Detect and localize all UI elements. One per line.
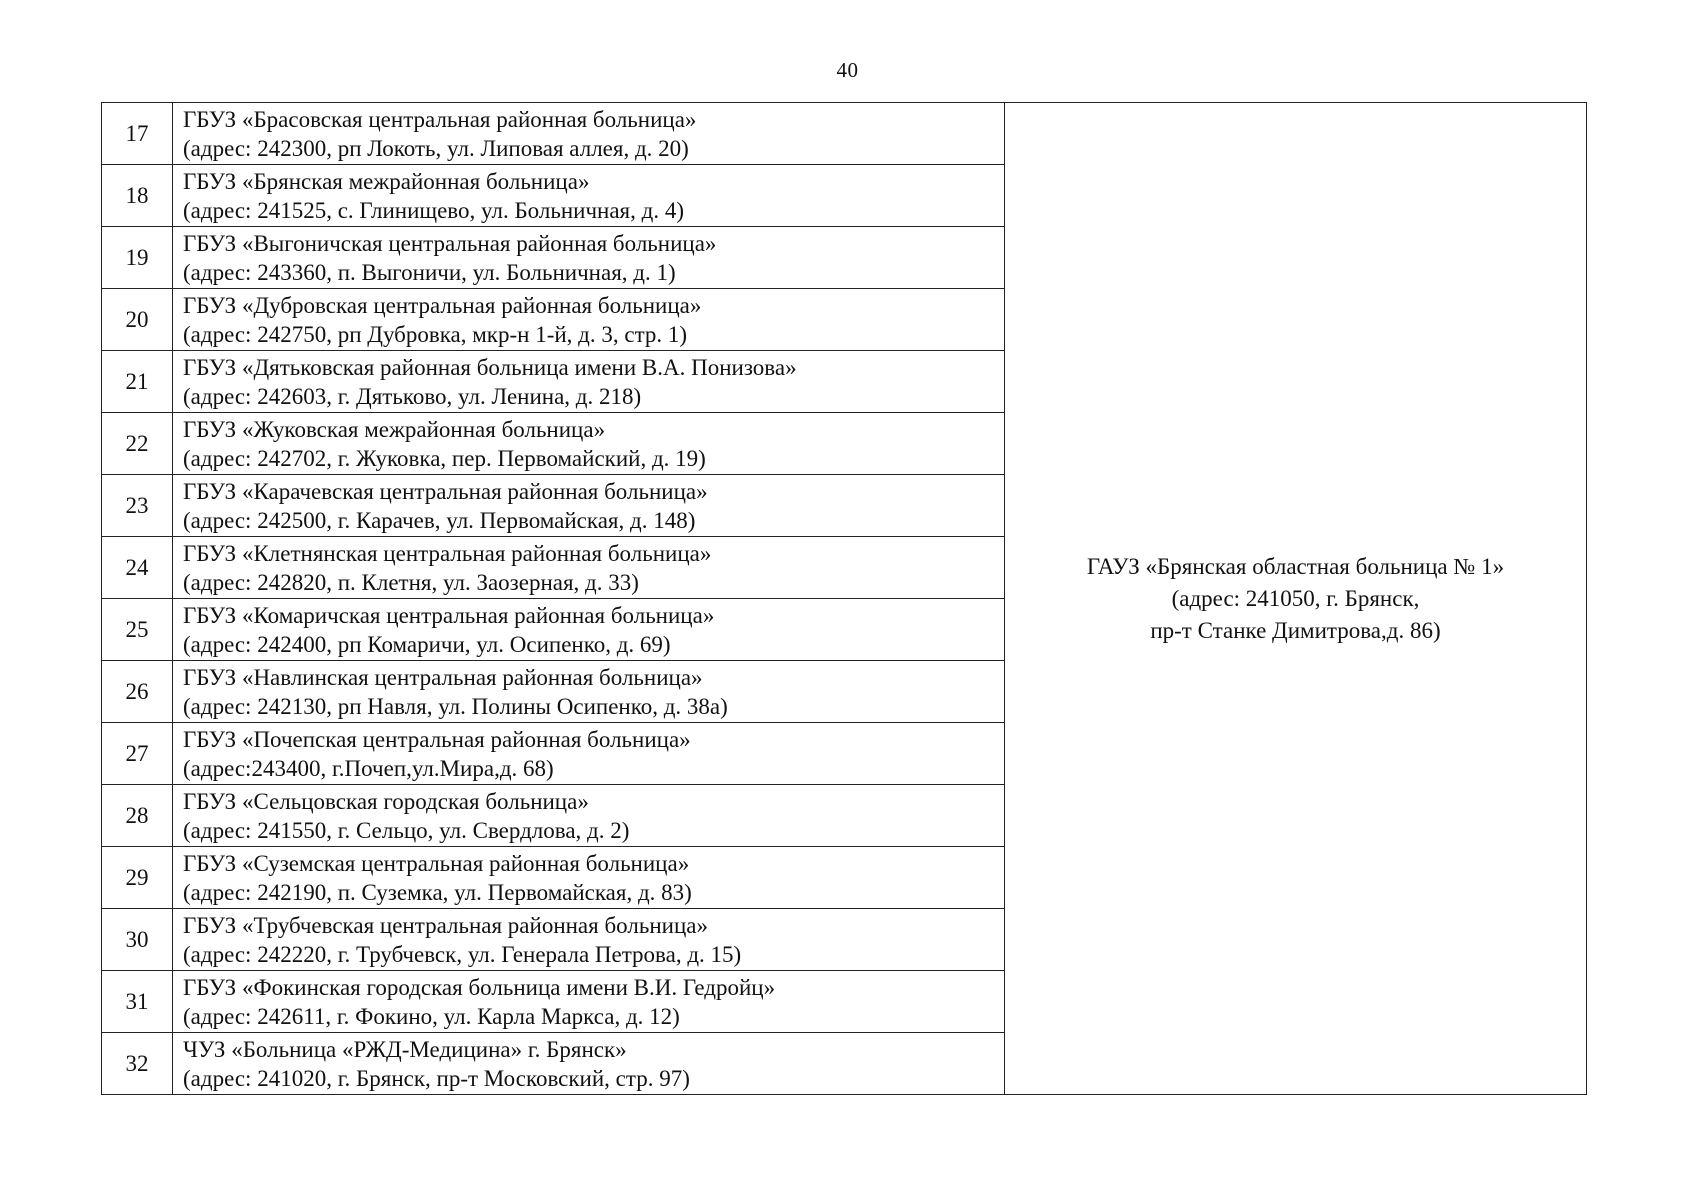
institution-name: ГБУЗ «Трубчевская центральная районная больница»: [183, 912, 708, 938]
institution-address: (адрес: 242400, рп Комаричи, ул. Осипенко, д. 69): [183, 631, 671, 657]
institution-name: ГБУЗ «Фокинская городская больница имени В.И. Гедройц»: [183, 974, 776, 1000]
institution-address: (адрес: 241550, г. Сельцо, ул. Свердлова, д. 2): [183, 817, 630, 843]
institution-cell: [173, 289, 1005, 351]
institution-cell: [173, 103, 1005, 165]
institution-address: (адрес:243400, г.Почеп,ул.Мира,д. 68): [183, 755, 554, 781]
institution-name: ГБУЗ «Дятьковская районная больница имени В.А. Понизова»: [183, 354, 797, 380]
institution-cell: [173, 165, 1005, 227]
institution-cell: [173, 227, 1005, 289]
institution-name: ГБУЗ «Суземская центральная районная больница»: [183, 850, 690, 876]
institution-cell: [173, 475, 1005, 537]
institution-address: (адрес: 242130, рп Навля, ул. Полины Осипенко, д. 38а): [183, 693, 728, 719]
receiving-hospital-cell: [1005, 103, 1587, 1095]
institution-address: (адрес: 242750, рп Дубровка, мкр-н 1-й, д. 3, стр. 1): [183, 321, 688, 347]
row-number: 28: [102, 785, 173, 847]
institution-name: ГБУЗ «Брянская межрайонная больница»: [183, 168, 590, 194]
row-number: 30: [102, 909, 173, 971]
institution-address: (адрес: 241020, г. Брянск, пр-т Московский, стр. 97): [183, 1065, 690, 1091]
institution-name: ГБУЗ «Жуковская межрайонная больница»: [183, 416, 606, 442]
institution-address: (адрес: 242603, г. Дятьково, ул. Ленина, д. 218): [183, 383, 642, 409]
row-number: 22: [102, 413, 173, 475]
institution-name: ЧУЗ «Больница «РЖД-Медицина» г. Брянск»: [183, 1036, 627, 1062]
institution-address: (адрес: 242611, г. Фокино, ул. Карла Маркса, д. 12): [183, 1003, 680, 1029]
table-row: [102, 103, 1587, 165]
institution-address: (адрес: 242702, г. Жуковка, пер. Первомайский, д. 19): [183, 445, 706, 471]
institution-name: ГБУЗ «Выгоничская центральная районная больница»: [183, 230, 717, 256]
institution-name: ГБУЗ «Карачевская центральная районная больница»: [183, 478, 708, 504]
receiving-hospital-address-line2: пр-т Станке Димитрова,д. 86): [1150, 617, 1441, 643]
institution-name: ГБУЗ «Почепская центральная районная больница»: [183, 726, 691, 752]
row-number: 24: [102, 537, 173, 599]
institution-address: (адрес: 242820, п. Клетня, ул. Заозерная, д. 33): [183, 569, 639, 595]
institution-name: ГБУЗ «Сельцовская городская больница»: [183, 788, 589, 814]
institution-address: (адрес: 242190, п. Суземка, ул. Первомайская, д. 83): [183, 879, 692, 905]
row-number: 18: [102, 165, 173, 227]
row-number: 31: [102, 971, 173, 1033]
institution-cell: [173, 847, 1005, 909]
receiving-hospital-name: ГАУЗ «Брянская областная больница № 1»: [1086, 553, 1505, 579]
institution-cell: [173, 537, 1005, 599]
institution-cell: [173, 599, 1005, 661]
receiving-hospital-address-line1: (адрес: 241050, г. Брянск,: [1171, 585, 1420, 611]
institution-name: ГБУЗ «Навлинская центральная районная больница»: [183, 664, 703, 690]
institution-address: (адрес: 242300, рп Локоть, ул. Липовая аллея, д. 20): [183, 135, 689, 161]
institution-cell: [173, 1033, 1005, 1095]
row-number: 25: [102, 599, 173, 661]
page-number: 40: [836, 58, 859, 82]
institution-cell: [173, 971, 1005, 1033]
institution-cell: [173, 661, 1005, 723]
hospital-routing-table: [101, 102, 1587, 1095]
row-number: 20: [102, 289, 173, 351]
institution-cell: [173, 785, 1005, 847]
institution-name: ГБУЗ «Дубровская центральная районная больница»: [183, 292, 702, 318]
institution-address: (адрес: 243360, п. Выгоничи, ул. Больничная, д. 1): [183, 259, 676, 285]
institution-address: (адрес: 242500, г. Карачев, ул. Первомайская, д. 148): [183, 507, 696, 533]
row-number: 23: [102, 475, 173, 537]
row-number: 26: [102, 661, 173, 723]
row-number: 19: [102, 227, 173, 289]
row-number: 21: [102, 351, 173, 413]
row-number: 29: [102, 847, 173, 909]
institution-name: ГБУЗ «Клетнянская центральная районная больница»: [183, 540, 712, 566]
row-number: 27: [102, 723, 173, 785]
institution-cell: [173, 351, 1005, 413]
institution-name: ГБУЗ «Комаричская центральная районная больница»: [183, 602, 715, 628]
row-number: 32: [102, 1033, 173, 1095]
institution-cell: [173, 723, 1005, 785]
institution-address: (адрес: 241525, с. Глинищево, ул. Больничная, д. 4): [183, 197, 684, 223]
institution-address: (адрес: 242220, г. Трубчевск, ул. Генерала Петрова, д. 15): [183, 941, 742, 967]
institution-cell: [173, 413, 1005, 475]
institution-name: ГБУЗ «Брасовская центральная районная больница»: [183, 106, 697, 132]
row-number: 17: [102, 103, 173, 165]
institution-cell: [173, 909, 1005, 971]
